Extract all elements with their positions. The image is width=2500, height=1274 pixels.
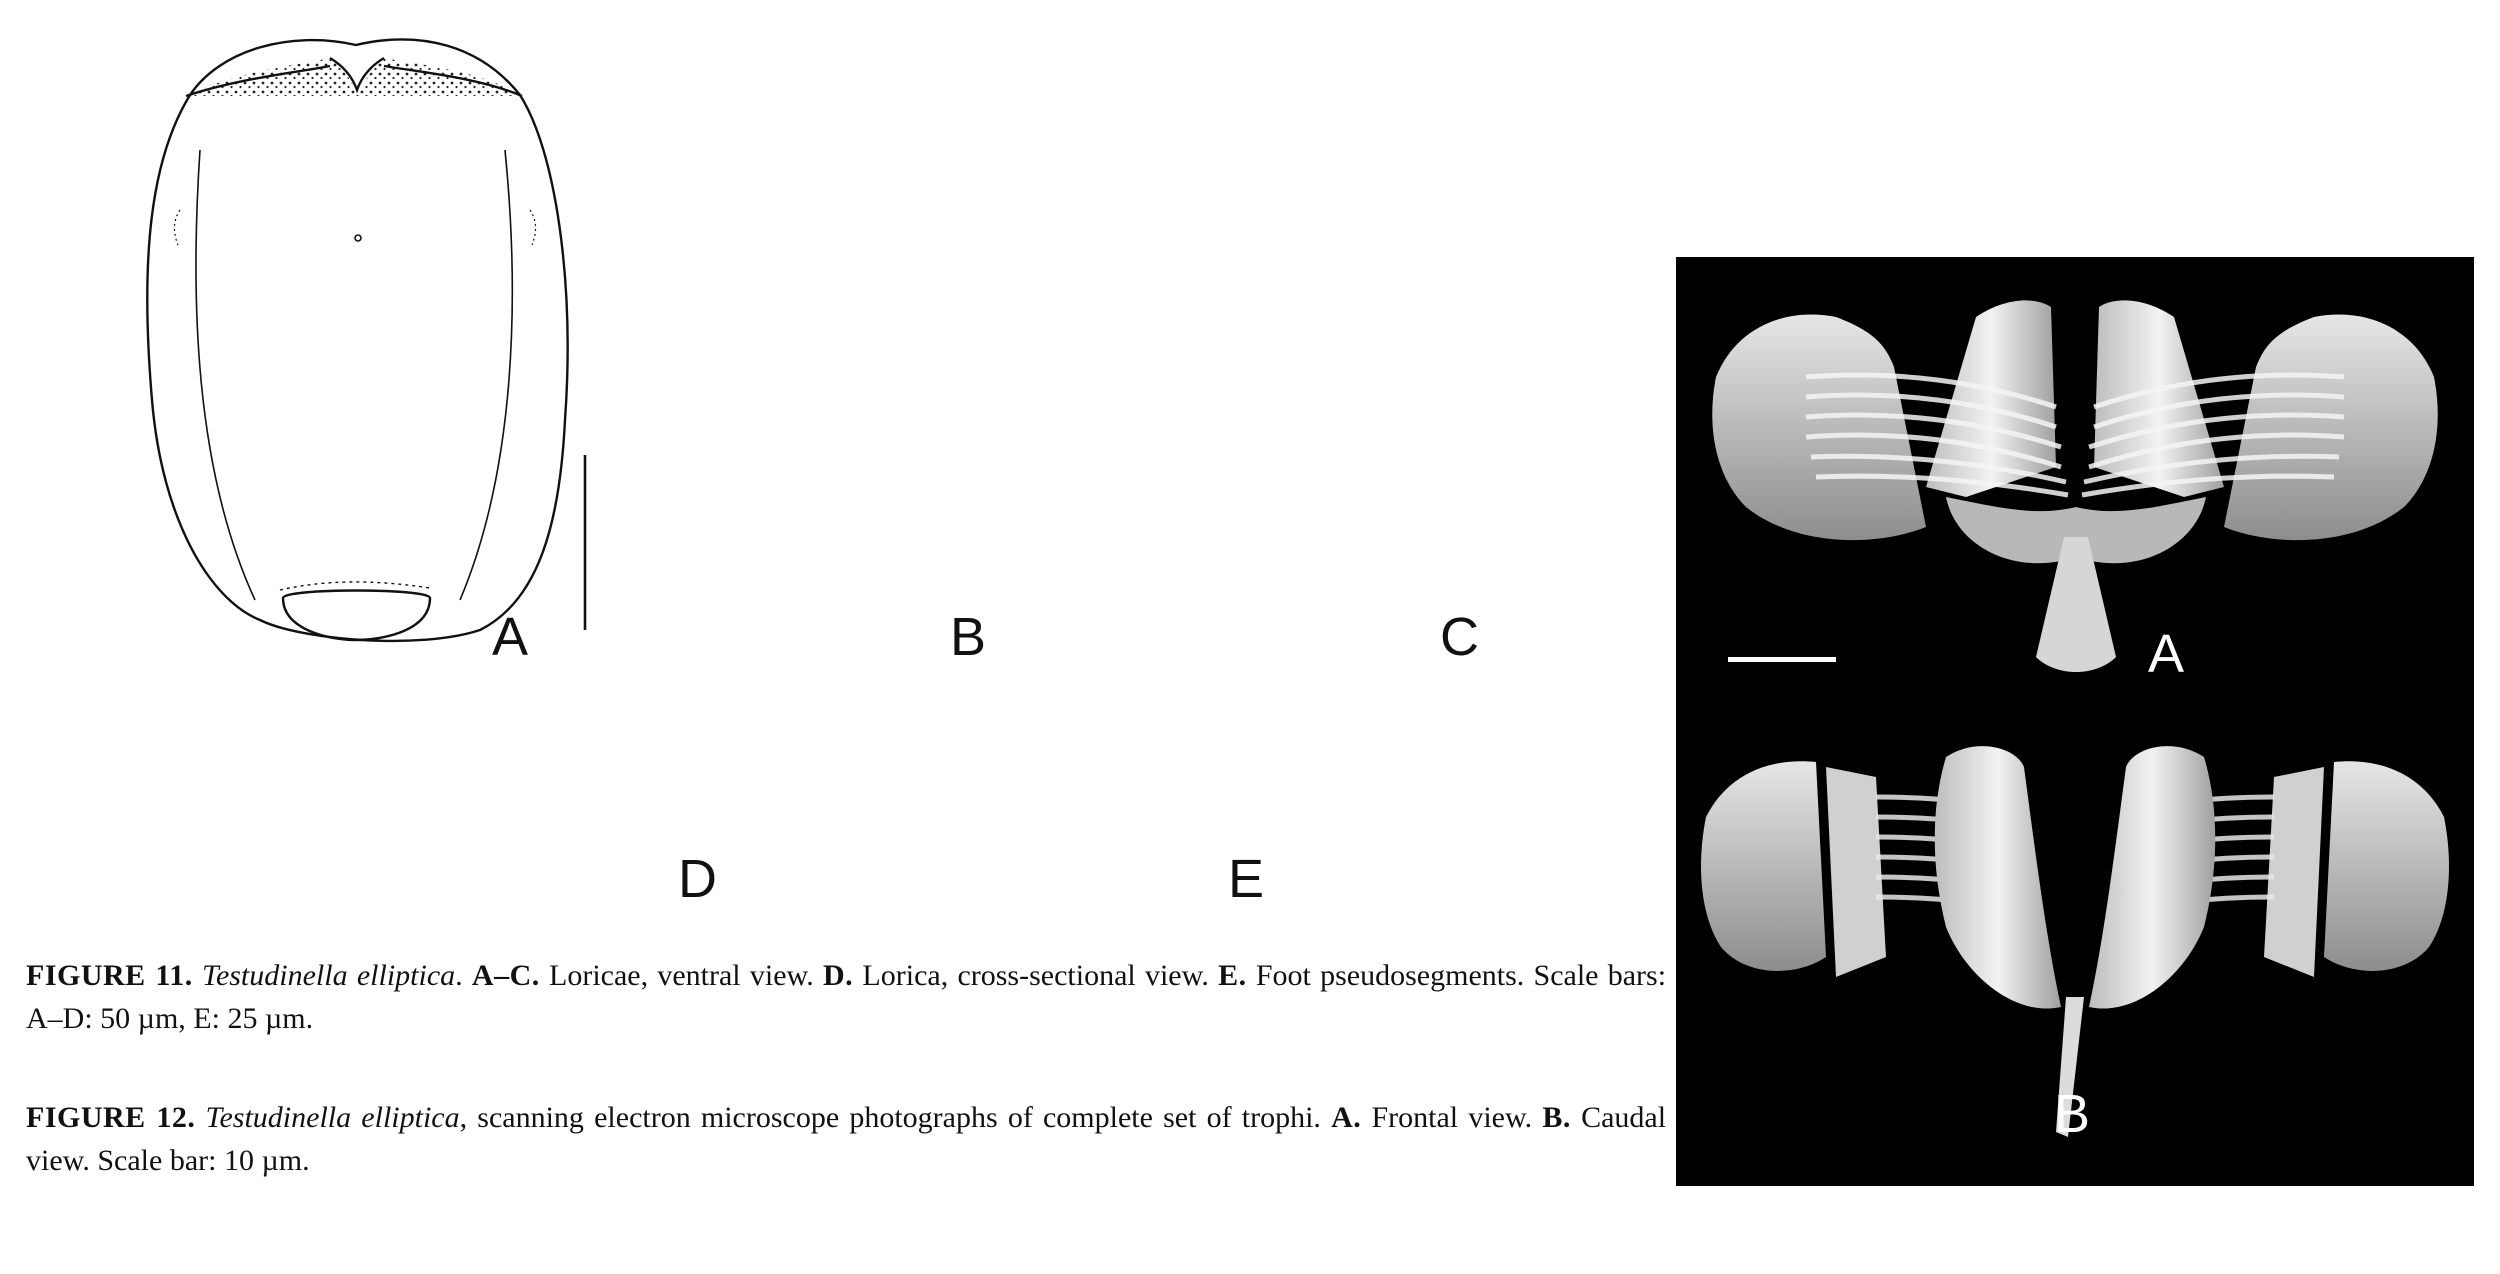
panel-label-11b: B — [950, 607, 987, 667]
figure-12-part1-text: Frontal view. — [1371, 1101, 1533, 1134]
figure-12-caption — [26, 1096, 1666, 1182]
figure-12-label: FIGURE 12. — [26, 1101, 196, 1134]
figure-12-species: Testudinella elliptica — [205, 1101, 460, 1134]
figure-11-drawings — [0, 0, 1660, 930]
figure-11-label: FIGURE 11. — [26, 959, 193, 992]
figure-12-text1: , scanning electron microscope photographs of complete set of trophi. — [459, 1101, 1321, 1134]
figure-11-part3-text: Foot pseudosegments. Scale bars: A–D: 50 µm, E: 25 µm. — [26, 959, 1667, 1035]
trophi-frontal-view — [1712, 300, 2438, 672]
panel-label-11a: A — [492, 607, 529, 667]
trophi-caudal-view — [1701, 746, 2449, 1137]
figure-11-caption: FIGURE 11. Testudinella elliptica. A–C. Loricae, ventral view. D. Lorica, cross-sectional view. E. Foot pseudosegments. Scale bars: A–D: 50 µm, E: 25 µm. — [26, 959, 1667, 1035]
figure-12-part2-text: Caudal view. Scale bar: 10 µm. — [26, 1101, 1667, 1177]
sem-trophi-images — [1676, 257, 2474, 1186]
panel-label-11d: D — [678, 849, 717, 909]
panel-label-12a: A — [2148, 624, 2185, 684]
panel-label-11c: C — [1440, 607, 1479, 667]
figure-11-species: Testudinella elliptica — [202, 959, 456, 992]
lorica-a-drawing — [147, 39, 585, 640]
scale-bar-10um — [1728, 657, 1836, 662]
figure-11-part3-label: E. — [1218, 959, 1247, 992]
figure-11-part1-text: Loricae, ventral view. — [549, 959, 814, 992]
figure-11-part2-label: D. — [823, 959, 854, 992]
panel-label-12b: B — [2054, 1084, 2091, 1144]
figure-12-part2-label: B. — [1542, 1101, 1571, 1134]
figure-12-sem-panel — [1676, 257, 2474, 1186]
figure-11-part2-text: Lorica, cross-sectional view. — [862, 959, 1209, 992]
figure-11-part1-label: A–C. — [471, 959, 540, 992]
figure-12-part1-label: A. — [1331, 1101, 1362, 1134]
panel-label-11e: E — [1228, 849, 1265, 909]
